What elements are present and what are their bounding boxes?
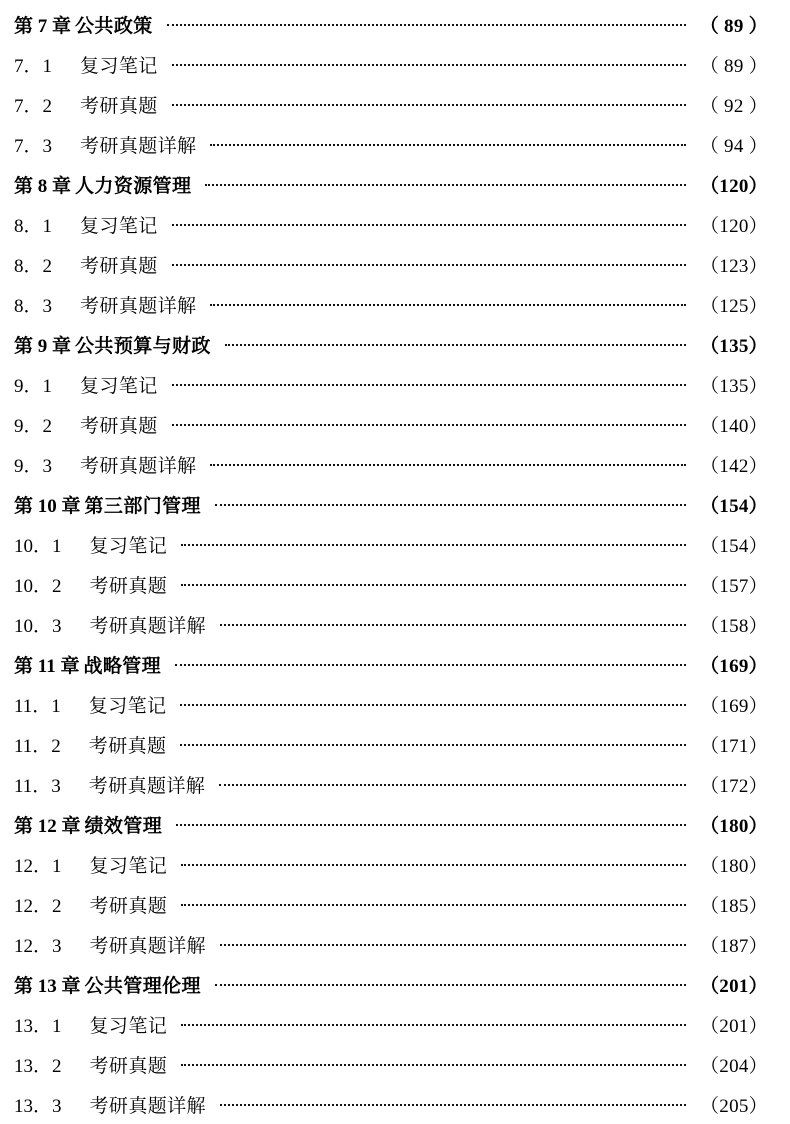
toc-entry-title: 第三部门管理 bbox=[84, 496, 201, 517]
toc-chapter-entry[interactable] bbox=[14, 644, 768, 684]
toc-dot-leader bbox=[180, 693, 686, 712]
toc-entry-number: 12．3 bbox=[14, 936, 62, 957]
toc-entry-title: 公共管理伦理 bbox=[84, 976, 201, 997]
toc-entry-page-number: （ 89 ） bbox=[699, 16, 768, 37]
toc-section-entry[interactable] bbox=[14, 204, 768, 244]
toc-entry-title: 复习笔记 bbox=[80, 216, 158, 237]
toc-entry-title: 考研真题 bbox=[80, 256, 158, 277]
toc-entry-page-number: （135） bbox=[699, 336, 768, 357]
toc-entry-title: 绩效管理 bbox=[84, 816, 163, 837]
toc-entry-page-number: （135） bbox=[699, 376, 768, 397]
toc-dot-leader bbox=[172, 93, 686, 112]
toc-section-entry[interactable] bbox=[14, 1084, 768, 1124]
toc-entry-page-number: （154） bbox=[699, 536, 768, 557]
toc-entry-title: 考研真题 bbox=[89, 576, 168, 597]
toc-dot-leader bbox=[181, 1013, 686, 1032]
toc-entry-page-number: （ 94 ） bbox=[699, 136, 768, 157]
toc-section-entry[interactable] bbox=[14, 564, 768, 604]
toc-entry-title: 考研真题详解 bbox=[88, 776, 206, 797]
toc-entry-page-number: （140） bbox=[699, 416, 768, 437]
toc-dot-leader bbox=[215, 493, 686, 512]
toc-dot-leader bbox=[176, 813, 686, 832]
toc-entry-page-number: （125） bbox=[699, 296, 768, 317]
toc-entry-number: 10．2 bbox=[14, 576, 62, 597]
toc-entry-title: 复习笔记 bbox=[89, 1016, 168, 1037]
toc-entry-title: 考研真题 bbox=[88, 736, 167, 757]
toc-entry-title: 考研真题 bbox=[80, 96, 158, 117]
toc-section-entry[interactable] bbox=[14, 1044, 768, 1084]
toc-entry-number: 10．3 bbox=[14, 616, 62, 637]
toc-entry-title: 人力资源管理 bbox=[75, 176, 192, 197]
toc-chapter-entry[interactable] bbox=[14, 164, 768, 204]
toc-dot-leader bbox=[181, 1053, 686, 1072]
toc-entry-number: 12．2 bbox=[14, 896, 62, 917]
toc-section-entry[interactable] bbox=[14, 524, 768, 564]
toc-dot-leader bbox=[172, 413, 686, 432]
toc-section-entry[interactable] bbox=[14, 684, 768, 724]
toc-entry-number: 第 9 章 bbox=[14, 336, 72, 357]
toc-entry-number: 11．3 bbox=[14, 776, 61, 797]
toc-entry-number: 9．1 bbox=[14, 376, 53, 397]
toc-entry-title: 复习笔记 bbox=[89, 536, 168, 557]
toc-entry-title: 考研真题 bbox=[80, 416, 158, 437]
toc-entry-page-number: （180） bbox=[699, 856, 768, 877]
toc-section-entry[interactable] bbox=[14, 724, 768, 764]
toc-entry-page-number: （201） bbox=[699, 976, 768, 997]
toc-entry-number: 13．2 bbox=[14, 1056, 62, 1077]
toc-entry-page-number: （157） bbox=[699, 576, 768, 597]
toc-entry-page-number: （142） bbox=[699, 456, 768, 477]
toc-entry-page-number: （123） bbox=[699, 256, 768, 277]
toc-section-entry[interactable] bbox=[14, 884, 768, 924]
toc-entry-number: 9．2 bbox=[14, 416, 53, 437]
toc-entry-number: 7．3 bbox=[14, 136, 53, 157]
toc-entry-title: 复习笔记 bbox=[89, 856, 168, 877]
toc-entry-number: 第 8 章 bbox=[14, 176, 72, 197]
toc-dot-leader bbox=[181, 853, 686, 872]
toc-dot-leader bbox=[172, 253, 686, 272]
toc-entry-title: 考研真题 bbox=[89, 1056, 168, 1077]
toc-entry-number: 第 10 章 bbox=[14, 496, 81, 517]
toc-dot-leader bbox=[219, 773, 686, 792]
toc-entry-page-number: （205） bbox=[699, 1096, 768, 1117]
toc-entry-page-number: （204） bbox=[699, 1056, 768, 1077]
toc-entry-number: 第 11 章 bbox=[14, 656, 80, 677]
toc-entry-title: 考研真题详解 bbox=[80, 456, 197, 477]
toc-entry-title: 公共预算与财政 bbox=[75, 336, 211, 357]
toc-entry-title: 战略管理 bbox=[83, 656, 162, 677]
toc-dot-leader bbox=[172, 53, 686, 72]
toc-entry-page-number: （154） bbox=[699, 496, 768, 517]
toc-entry-page-number: （180） bbox=[699, 816, 768, 837]
toc-entry-page-number: （120） bbox=[699, 216, 768, 237]
toc-dot-leader bbox=[215, 973, 686, 992]
toc-entry-number: 8．1 bbox=[14, 216, 53, 237]
toc-dot-leader bbox=[172, 213, 686, 232]
toc-section-entry[interactable] bbox=[14, 244, 768, 284]
toc-entry-number: 第 7 章 bbox=[14, 16, 72, 37]
toc-dot-leader bbox=[180, 733, 686, 752]
toc-entry-title: 公共政策 bbox=[75, 16, 153, 37]
toc-entry-number: 13．3 bbox=[14, 1096, 62, 1117]
toc-section-entry[interactable] bbox=[14, 844, 768, 884]
toc-dot-leader bbox=[167, 13, 686, 32]
toc-entry-title: 考研真题详解 bbox=[80, 136, 197, 157]
toc-entry-page-number: （171） bbox=[699, 736, 768, 757]
toc-dot-leader bbox=[172, 373, 686, 392]
toc-dot-leader bbox=[220, 933, 686, 952]
toc-dot-leader bbox=[181, 533, 686, 552]
toc-entry-page-number: （120） bbox=[699, 176, 768, 197]
toc-entry-page-number: （172） bbox=[699, 776, 768, 797]
toc-dot-leader bbox=[210, 133, 686, 152]
toc-chapter-entry[interactable] bbox=[14, 964, 768, 1004]
toc-entry-number: 12．1 bbox=[14, 856, 62, 877]
toc-section-entry[interactable] bbox=[14, 924, 768, 964]
toc-entry-title: 考研真题详解 bbox=[89, 936, 206, 957]
toc-entry-page-number: （169） bbox=[699, 696, 768, 717]
toc-entry-number: 7．1 bbox=[14, 56, 53, 77]
toc-entry-number: 第 12 章 bbox=[14, 816, 81, 837]
toc-entry-title: 复习笔记 bbox=[80, 376, 158, 397]
toc-entry-page-number: （187） bbox=[699, 936, 768, 957]
toc-chapter-entry[interactable] bbox=[14, 4, 768, 44]
toc-entry-title: 考研真题 bbox=[89, 896, 168, 917]
toc-entry-number: 第 13 章 bbox=[14, 976, 81, 997]
toc-dot-leader bbox=[181, 893, 686, 912]
toc-entry-title: 考研真题详解 bbox=[89, 1096, 206, 1117]
toc-entry-title: 复习笔记 bbox=[88, 696, 167, 717]
toc-entry-title: 考研真题详解 bbox=[89, 616, 206, 637]
toc-section-entry[interactable] bbox=[14, 284, 768, 324]
toc-section-entry[interactable] bbox=[14, 444, 768, 484]
toc-entry-number: 13．1 bbox=[14, 1016, 62, 1037]
toc-entry-number: 7．2 bbox=[14, 96, 53, 117]
toc-dot-leader bbox=[220, 613, 686, 632]
toc-dot-leader bbox=[220, 1093, 686, 1112]
toc-section-entry[interactable] bbox=[14, 1004, 768, 1044]
toc-section-entry[interactable] bbox=[14, 604, 768, 644]
toc-dot-leader bbox=[205, 173, 686, 192]
toc-dot-leader bbox=[181, 573, 686, 592]
toc-section-entry[interactable] bbox=[14, 364, 768, 404]
toc-entry-number: 11．1 bbox=[14, 696, 61, 717]
toc-chapter-entry[interactable] bbox=[14, 804, 768, 844]
toc-entry-page-number: （ 92 ） bbox=[699, 96, 768, 117]
toc-section-entry[interactable] bbox=[14, 404, 768, 444]
toc-entry-number: 10．1 bbox=[14, 536, 62, 557]
toc-section-entry[interactable] bbox=[14, 44, 768, 84]
toc-dot-leader bbox=[225, 333, 686, 352]
toc-entry-page-number: （158） bbox=[699, 616, 768, 637]
toc-entry-title: 复习笔记 bbox=[80, 56, 158, 77]
toc-entry-number: 8．2 bbox=[14, 256, 53, 277]
toc-dot-leader bbox=[175, 653, 686, 672]
toc-chapter-entry[interactable] bbox=[14, 324, 768, 364]
toc-entry-title: 考研真题详解 bbox=[80, 296, 197, 317]
toc-entry-page-number: （185） bbox=[699, 896, 768, 917]
toc-dot-leader bbox=[210, 453, 686, 472]
toc-chapter-entry[interactable] bbox=[14, 484, 768, 524]
toc-entry-number: 9．3 bbox=[14, 456, 53, 477]
toc-entry-page-number: （169） bbox=[699, 656, 768, 677]
toc-entry-number: 11．2 bbox=[14, 736, 61, 757]
toc-entry-page-number: （ 89 ） bbox=[699, 56, 768, 77]
toc-section-entry[interactable] bbox=[14, 124, 768, 164]
toc-entry-page-number: （201） bbox=[699, 1016, 768, 1037]
toc-section-entry[interactable] bbox=[14, 764, 768, 804]
toc-section-entry[interactable] bbox=[14, 84, 768, 124]
toc-dot-leader bbox=[210, 293, 686, 312]
toc-entry-number: 8．3 bbox=[14, 296, 53, 317]
